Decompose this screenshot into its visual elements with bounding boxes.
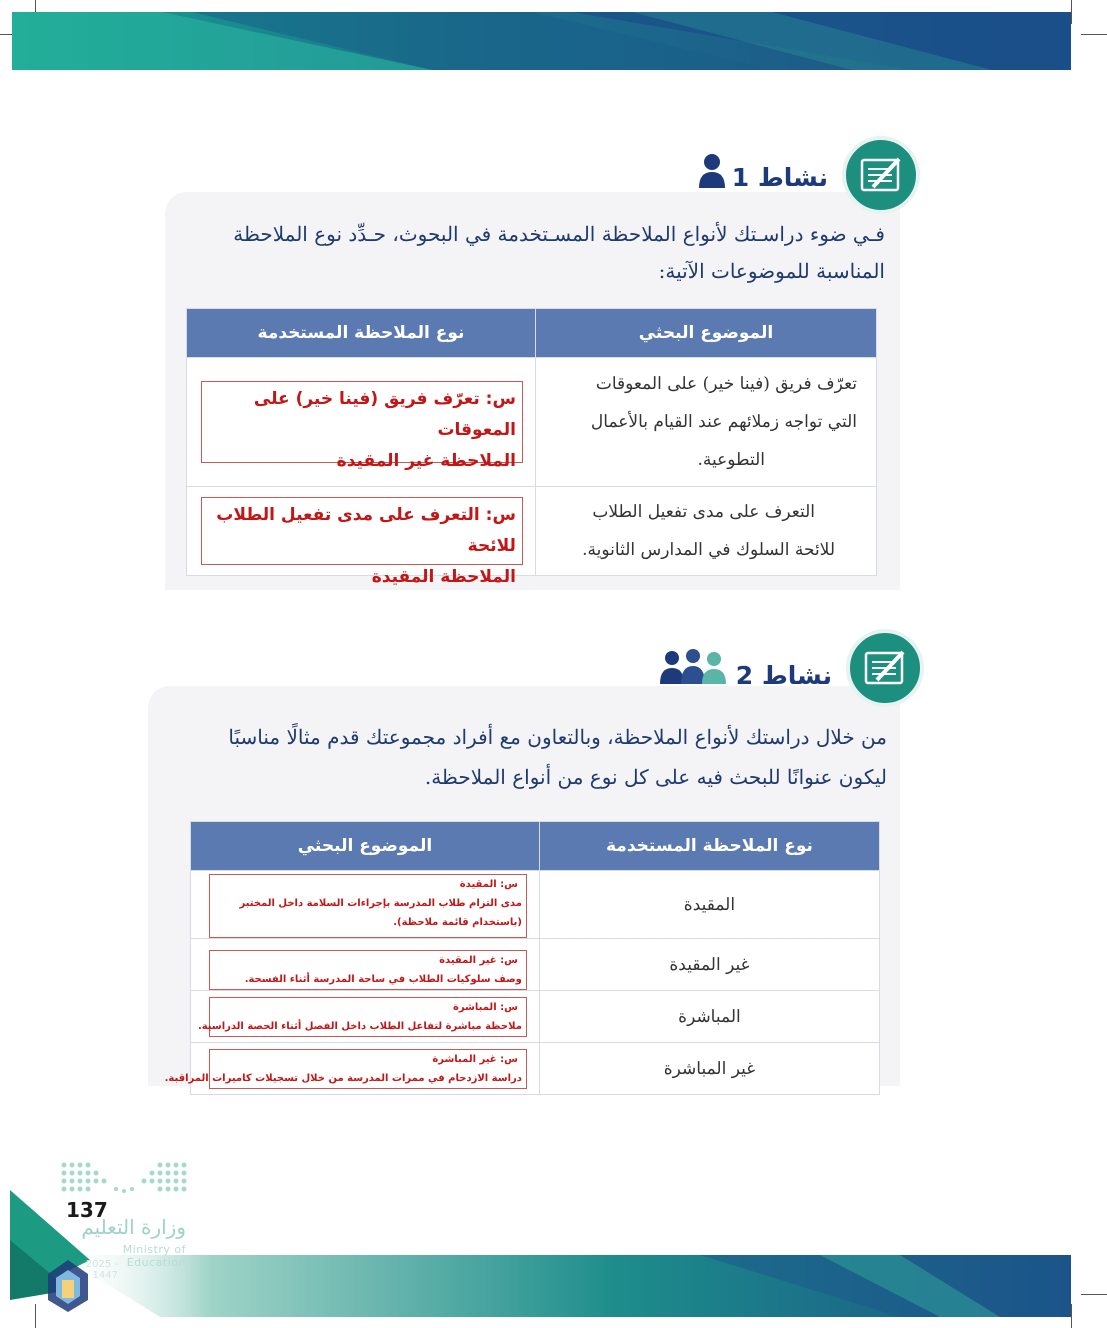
crop-mark <box>1071 1304 1072 1328</box>
crop-mark <box>1071 0 1072 24</box>
type-cell: المقيدة <box>539 871 879 939</box>
type-cell: غير المباشرة <box>539 1043 879 1095</box>
answer-cell <box>191 871 540 939</box>
answer-textbox[interactable] <box>209 950 527 990</box>
ministry-name-ar: وزارة التعليم <box>81 1215 186 1239</box>
answer-line: (باستخدام قائمة ملاحظة). <box>393 917 522 928</box>
type-cell: غير المقيدة <box>539 939 879 991</box>
answer-cell <box>187 487 536 587</box>
activity1-intro-line2: المناسبة للموضوعات الآتية: <box>658 259 885 283</box>
answer-line: مدى التزام طلاب المدرسة بإجراءات السلامة داخل المختبر <box>239 898 522 909</box>
answer-line: س: التعرف على مدى تفعيل الطلاب للائحة <box>216 505 516 556</box>
person-icon <box>697 153 727 189</box>
topic-cell <box>535 358 876 487</box>
answer-cell <box>164 1043 540 1095</box>
top-banner <box>12 12 1071 70</box>
edition-year: 2025 - 1447 <box>85 1259 118 1281</box>
activity1-intro-line1: فـي ضوء دراسـتك لأنواع الملاحظة المسـتخدمة في البحوث، حـدِّد نوع الملاحظة <box>233 222 885 246</box>
answer-cell <box>187 358 536 487</box>
activity1-badge <box>842 136 920 214</box>
answer-line: س: تعرّف فريق (فينا خير) على المعوقات <box>253 389 516 440</box>
answer-line: س: المقيدة <box>459 879 518 890</box>
answer-line: ملاحظة مباشرة لتفاعل الطلاب داخل الفصل أثناء الحصة الدراسية. <box>197 1020 522 1032</box>
answer-textbox[interactable] <box>201 381 523 471</box>
topic-line: التطوعية. <box>697 450 765 470</box>
answer-cell <box>191 939 540 991</box>
table-header: الموضوع البحثي <box>535 309 876 358</box>
type-cell: المباشرة <box>539 991 879 1043</box>
activity2-intro-line2: ليكون عنوانًا للبحث فيه على كل نوع من أنواع الملاحظة. <box>424 765 887 789</box>
answer-line: س: غير المقيدة <box>439 954 518 966</box>
topic-line: للائحة السلوك في المدارس الثانوية. <box>582 540 835 560</box>
page-number: 137 <box>66 1198 108 1222</box>
table-row <box>191 991 880 1043</box>
answer-line: الملاحظة غير المقيدة <box>336 451 516 471</box>
notebook-pencil-icon <box>863 648 907 688</box>
activity2-badge <box>846 629 924 707</box>
table-row <box>191 1043 880 1095</box>
ministry-logo-dots <box>60 1161 188 1199</box>
answer-line: س: المباشرة <box>452 1001 518 1013</box>
answer-cell <box>191 991 540 1043</box>
table-row <box>187 358 877 487</box>
topic-line: تعرّف فريق (فينا خير) على المعوقات <box>595 374 857 394</box>
table-header: الموضوع البحثي <box>191 822 540 871</box>
topic-line: التي تواجه زملائهم عند القيام بالأعمال <box>590 412 857 432</box>
answer-textbox[interactable] <box>164 1049 527 1089</box>
ministry-name-en: Ministry of Education <box>122 1243 186 1269</box>
table-header: نوع الملاحظة المستخدمة <box>187 309 536 358</box>
answer-textbox[interactable] <box>197 997 527 1037</box>
emblem-icon <box>40 1256 96 1316</box>
crop-mark <box>1081 34 1107 35</box>
activity1-title: نشاط 1 <box>731 163 828 192</box>
table-row <box>191 939 880 991</box>
answer-textbox[interactable] <box>201 497 523 587</box>
answer-line: وصف سلوكيات الطلاب في ساحة المدرسة أثناء الفسحة. <box>244 973 522 985</box>
activity2-title: نشاط 2 <box>735 661 832 690</box>
notebook-pencil-icon <box>859 155 903 195</box>
crop-mark <box>1081 1294 1107 1295</box>
topic-line: التعرف على مدى تفعيل الطلاب <box>592 502 815 522</box>
topic-cell <box>535 487 876 576</box>
table-header: نوع الملاحظة المستخدمة <box>539 822 879 871</box>
answer-textbox[interactable] <box>209 874 527 938</box>
table-row <box>191 871 880 939</box>
table-row <box>187 487 877 576</box>
group-icon <box>658 648 728 686</box>
answer-line: س: غير المباشرة <box>432 1053 518 1065</box>
answer-line: الملاحظة المقيدة <box>371 567 516 587</box>
activity2-intro-line1: من خلال دراستك لأنواع الملاحظة، وبالتعاون مع أفراد مجموعتك قدم مثالًا مناسبًا <box>228 725 887 749</box>
answer-line: دراسة الازدحام في ممرات المدرسة من خلال تسجيلات كاميرات المراقبة. <box>164 1072 522 1084</box>
activity2-table <box>164 821 880 1095</box>
activity1-table <box>186 308 877 587</box>
